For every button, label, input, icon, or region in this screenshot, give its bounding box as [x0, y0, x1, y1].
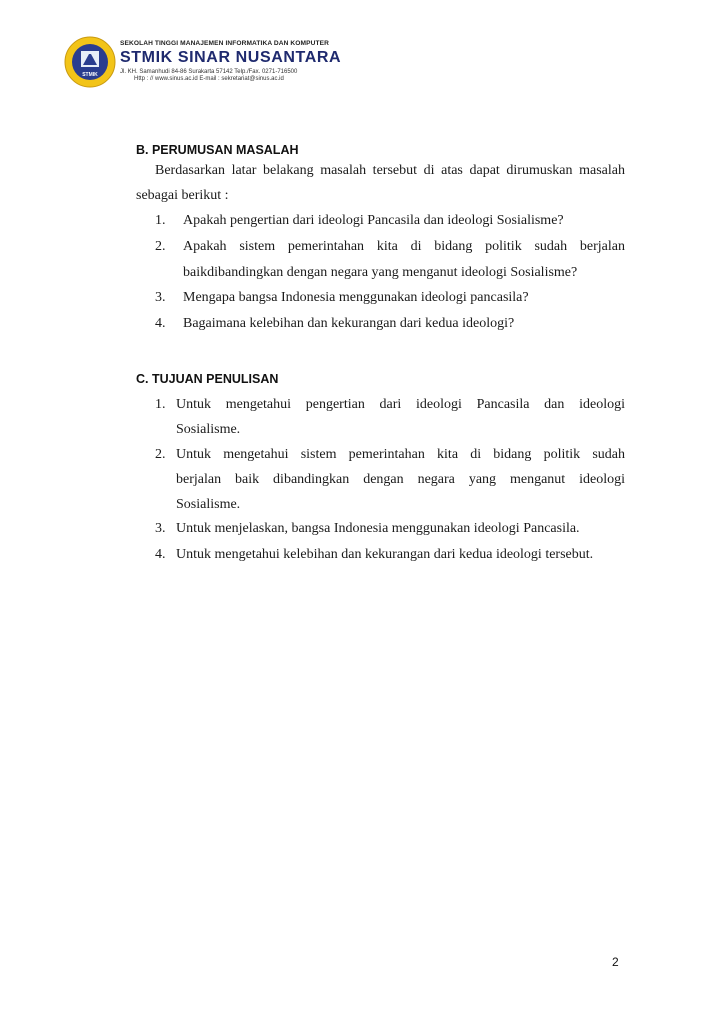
list-item-continuation: Sosialisme.: [176, 422, 241, 437]
institution-type: SEKOLAH TINGGI MANAJEMEN INFORMATIKA DAN KOMPUTER: [120, 40, 329, 47]
institution-address: Jl. KH. Samanhudi 84-86 Surakarta 57142 Telp./Fax. 0271-716500: [120, 69, 298, 75]
list-item: Mengapa bangsa Indonesia menggunakan ideologi pancasila?: [183, 290, 529, 305]
institution-name: STMIK SINAR NUSANTARA: [120, 49, 342, 66]
letterhead: [64, 36, 342, 96]
section-b-title: B. PERUMUSAN MASALAH: [136, 143, 299, 157]
list-item: Apakah sistem pemerintahan kita di bidang politik sudah berjalan: [183, 239, 625, 254]
list-item-number: 4.: [155, 316, 166, 331]
list-item-continuation: Sosialisme.: [176, 497, 241, 512]
list-item-number: 2.: [155, 239, 166, 254]
list-item: Bagaimana kelebihan dan kekurangan dari kedua ideologi?: [183, 316, 515, 331]
section-b-intro-line2: sebagai berikut :: [136, 188, 229, 203]
list-item: Untuk mengetahui kelebihan dan kekurangan dari kedua ideologi tersebut.: [176, 547, 594, 562]
list-item-number: 3.: [155, 521, 166, 536]
institution-contact: Http : // www.sinus.ac.id E-mail : sekretariat@sinus.ac.id: [134, 76, 284, 82]
list-item-number: 2.: [155, 447, 166, 462]
letterhead-text: [120, 40, 341, 82]
list-item-continuation: berjalan baik dibandingkan dengan negara yang menganut ideologi: [176, 472, 625, 487]
list-item: Untuk mengetahui sistem pemerintahan kita di bidang politik sudah: [176, 447, 625, 462]
list-item-number: 4.: [155, 547, 166, 562]
section-c-title: C. TUJUAN PENULISAN: [136, 372, 279, 386]
svg-text:STMIK: STMIK: [82, 72, 98, 78]
list-item: Untuk mengetahui pengertian dari ideologi Pancasila dan ideologi: [176, 397, 625, 412]
section-b-intro-line1: Berdasarkan latar belakang masalah tersebut di atas dapat dirumuskan masalah: [155, 163, 625, 178]
list-item: Apakah pengertian dari ideologi Pancasila dan ideologi Sosialisme?: [183, 213, 564, 228]
list-item-continuation: baikdibandingkan dengan negara yang menganut ideologi Sosialisme?: [183, 265, 578, 280]
page-number: 2: [612, 955, 619, 969]
list-item-number: 1.: [155, 397, 166, 412]
list-item-number: 1.: [155, 213, 166, 228]
list-item-number: 3.: [155, 290, 166, 305]
stmik-logo-icon: [64, 36, 116, 88]
list-item: Untuk menjelaskan, bangsa Indonesia menggunakan ideologi Pancasila.: [176, 521, 580, 536]
